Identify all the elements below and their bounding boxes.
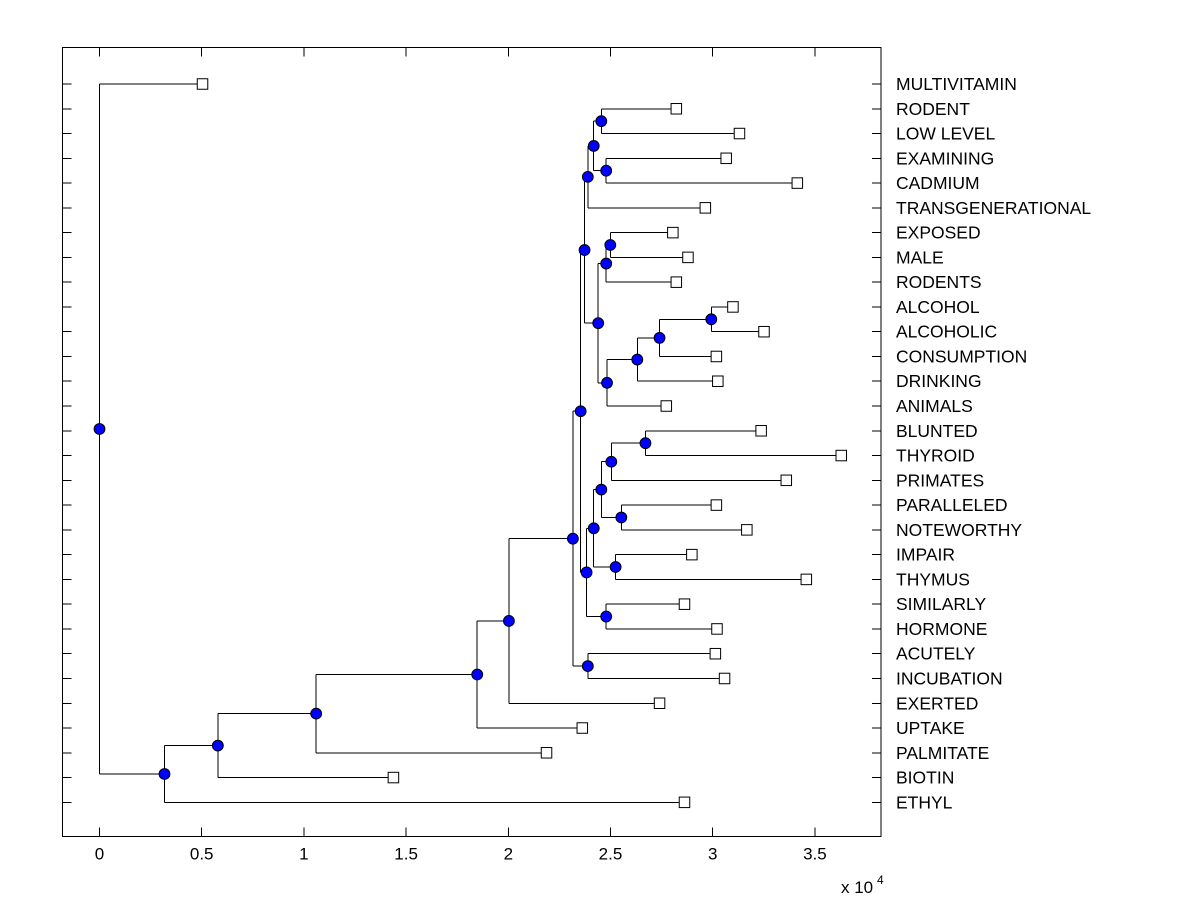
branch-node-circle	[579, 245, 590, 256]
branch-node-circle	[504, 616, 515, 627]
branch-node-circle	[159, 769, 170, 780]
x-axis-tick-label: 2.5	[598, 844, 623, 864]
leaf-label: ACUTELY	[896, 643, 976, 664]
plot-frame	[63, 48, 882, 837]
leaf-marker-square	[759, 326, 770, 337]
leaf-marker-square	[801, 574, 812, 585]
leaf-marker-square	[836, 450, 847, 461]
leaf-marker-square	[734, 128, 745, 139]
leaf-label: PRIMATES	[896, 470, 985, 491]
leaf-label: THYROID	[896, 445, 975, 466]
leaf-marker-square	[728, 302, 739, 313]
branch-node-circle	[212, 740, 223, 751]
leaf-label: TRANSGENERATIONAL	[896, 197, 1092, 218]
leaf-label: ALCOHOLIC	[896, 321, 998, 342]
leaf-marker-square	[781, 475, 792, 486]
leaf-marker-square	[671, 277, 682, 288]
leaf-marker-square	[711, 351, 722, 362]
branch-node-circle	[606, 456, 617, 467]
x-axis-tick-label: 2	[503, 844, 514, 864]
leaf-label: DRINKING	[896, 371, 982, 392]
leaf-label: INCUBATION	[896, 668, 1003, 689]
leaf-marker-square	[713, 376, 724, 387]
branch-node-circle	[581, 567, 592, 578]
x-axis-multiplier-exponent: 4	[877, 873, 884, 887]
leaf-marker-square	[719, 673, 730, 684]
branch-node-circle	[575, 406, 586, 417]
x-axis-tick-label: 3.5	[803, 844, 827, 864]
leaf-marker-square	[711, 500, 722, 511]
x-axis-tick-label: 3	[707, 844, 718, 864]
branch-node-circle	[632, 354, 643, 365]
branch-node-circle	[582, 171, 593, 182]
leaf-label: BLUNTED	[896, 420, 978, 441]
x-axis-tick-label: 0.5	[189, 844, 214, 864]
leaf-label: UPTAKE	[896, 718, 965, 739]
leaf-marker-square	[756, 426, 767, 437]
branch-node-circle	[706, 314, 717, 325]
leaf-marker-square	[687, 549, 698, 560]
leaf-marker-square	[577, 723, 588, 734]
leaf-label: SIMILARLY	[896, 594, 987, 615]
branch-node-circle	[596, 116, 607, 127]
leaf-label: HORMONE	[896, 618, 988, 639]
leaf-label: NOTEWORTHY	[896, 519, 1023, 540]
leaf-marker-square	[679, 599, 690, 610]
branch-node-circle	[588, 523, 599, 534]
branch-node-circle	[94, 424, 105, 435]
branch-node-circle	[596, 484, 607, 495]
leaf-marker-square	[679, 797, 690, 808]
x-axis-tick-label: 1	[299, 844, 309, 864]
branch-node-circle	[605, 240, 616, 251]
leaf-label: EXPOSED	[896, 222, 981, 243]
leaf-label: ANIMALS	[896, 396, 973, 417]
leaf-label: EXAMINING	[896, 148, 995, 169]
leaf-label: IMPAIR	[896, 544, 955, 565]
leaf-marker-square	[712, 624, 723, 635]
x-axis-tick-label: 0	[94, 844, 105, 864]
branch-node-circle	[593, 318, 604, 329]
leaf-label: ETHYL	[896, 792, 953, 813]
branch-node-circle	[582, 661, 593, 672]
branch-node-circle	[601, 165, 612, 176]
branch-node-circle	[588, 141, 599, 152]
leaf-marker-square	[710, 648, 721, 659]
leaf-label: MULTIVITAMIN	[896, 74, 1017, 94]
branch-node-circle	[610, 562, 621, 573]
leaf-label: BIOTIN	[896, 767, 955, 788]
leaf-marker-square	[661, 401, 672, 412]
leaf-label: RODENT	[896, 98, 970, 119]
leaf-marker-square	[197, 79, 208, 90]
x-axis-multiplier: x 10	[841, 878, 874, 897]
leaf-label: LOW LEVEL	[896, 123, 996, 144]
leaf-label: ALCOHOL	[896, 296, 980, 317]
leaf-marker-square	[541, 748, 552, 759]
leaf-marker-square	[742, 525, 753, 536]
leaf-marker-square	[792, 178, 803, 189]
leaf-label: RODENTS	[896, 272, 982, 293]
leaf-label: THYMUS	[896, 569, 970, 590]
leaf-label: CONSUMPTION	[896, 346, 1028, 367]
leaf-marker-square	[721, 153, 732, 164]
leaf-marker-square	[683, 252, 694, 263]
leaf-marker-square	[654, 698, 665, 709]
leaf-marker-square	[700, 203, 711, 214]
branch-node-circle	[601, 611, 612, 622]
leaf-marker-square	[668, 227, 679, 238]
branch-node-circle	[472, 669, 483, 680]
leaf-label: EXERTED	[896, 693, 979, 714]
branch-node-circle	[567, 533, 578, 544]
branch-node-circle	[311, 708, 322, 719]
leaf-label: PALMITATE	[896, 742, 990, 763]
leaf-marker-square	[388, 772, 399, 783]
leaf-label: PARALLELED	[896, 495, 1008, 516]
leaf-label: CADMIUM	[896, 173, 980, 194]
leaf-marker-square	[671, 104, 682, 115]
branch-node-circle	[654, 332, 665, 343]
branch-node-circle	[616, 512, 627, 523]
branch-node-circle	[601, 258, 612, 269]
branch-node-circle	[640, 438, 651, 449]
leaf-label: MALE	[896, 247, 944, 268]
x-axis-tick-label: 1.5	[394, 844, 418, 864]
branch-node-circle	[602, 377, 613, 388]
